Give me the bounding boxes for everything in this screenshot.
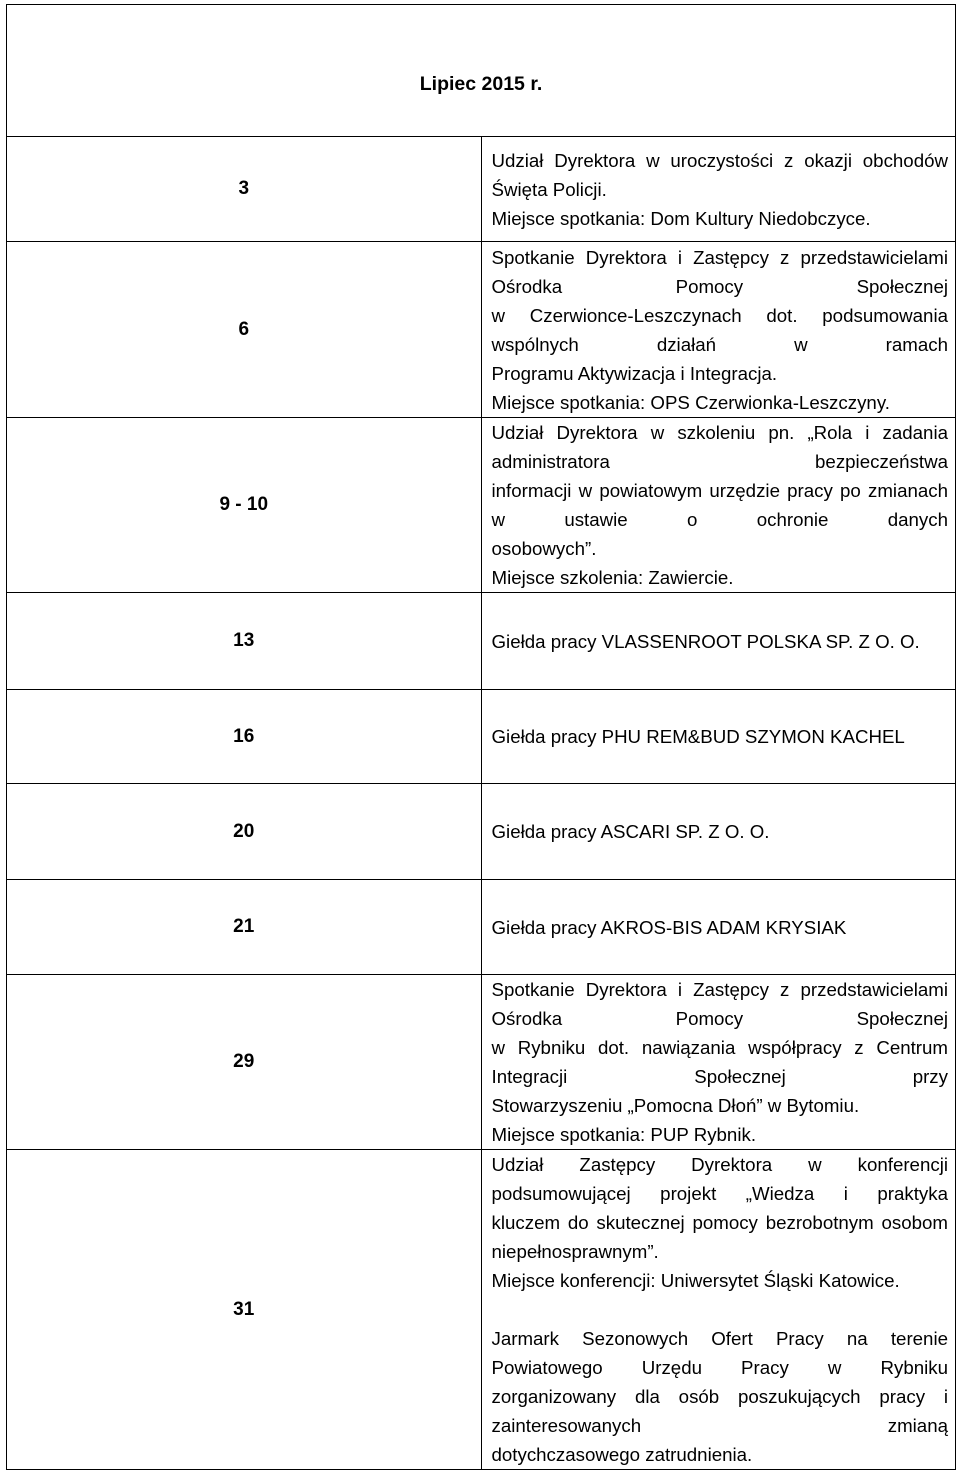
day-cell: 16: [7, 690, 482, 784]
description-line: Udział Dyrektora w uroczystości z okazji obchodów Święta Policji.: [491, 149, 948, 200]
description-cell: [481, 418, 956, 593]
description-cell: [481, 137, 956, 242]
description-line: Udział Zastępcy Dyrektora w konferencji podsumowującej projekt „Wiedza i praktyka: [491, 1154, 948, 1204]
paragraph-gap: [492, 1295, 949, 1324]
table-row: [7, 593, 956, 690]
description-cell: [481, 880, 956, 975]
description-line: kluczem do skutecznej pomocy bezrobotnym osobom niepełnosprawnym”.: [491, 1212, 948, 1262]
description-line: w Rybniku dot. nawiązania współpracy z Centrum Integracji Społecznej przy: [491, 1037, 948, 1087]
description-cell: [481, 242, 956, 418]
day-cell: 29: [7, 975, 482, 1150]
description-line: Spotkanie Dyrektora i Zastępcy z przedstawicielami Ośrodka Pomocy Społecznej: [491, 246, 948, 297]
description-line: Giełda pracy VLASSENROOT POLSKA SP. Z O. O.: [491, 630, 920, 652]
table-row: [7, 690, 956, 784]
day-cell: 9 - 10: [7, 418, 482, 593]
table-row: [7, 242, 956, 418]
description-line: Programu Aktywizacja i Integracja.: [491, 362, 778, 384]
description-line: Udział Dyrektora w szkoleniu pn. „Rola i zadania administratora bezpieczeństwa: [491, 422, 948, 472]
month-title-row: [7, 5, 956, 137]
events-table: [6, 4, 956, 1470]
table-row: [7, 880, 956, 975]
day-cell: 31: [7, 1150, 482, 1470]
description-line: Miejsce spotkania: PUP Rybnik.: [491, 1124, 757, 1145]
description-cell: [481, 975, 956, 1150]
day-cell: 20: [7, 784, 482, 880]
description-line: Miejsce konferencji: Uniwersytet Śląski Katowice.: [491, 1270, 900, 1291]
table-row: [7, 418, 956, 593]
description-line: Miejsce spotkania: OPS Czerwionka-Leszczyny.: [491, 391, 890, 413]
description-line: informacji w powiatowym urzędzie pracy po zmianach w ustawie o ochronie danych: [491, 480, 948, 530]
description-line: Giełda pracy PHU REM&BUD SZYMON KACHEL: [491, 726, 905, 747]
description-line: Spotkanie Dyrektora i Zastępcy z przedstawicielami Ośrodka Pomocy Społecznej: [491, 979, 948, 1029]
table-row: [7, 1150, 956, 1470]
description-line: Giełda pracy AKROS-BIS ADAM KRYSIAK: [491, 916, 847, 938]
description-line: osobowych”.: [491, 538, 597, 559]
day-cell: 6: [7, 242, 482, 418]
description-line: Miejsce spotkania: Dom Kultury Niedobczyce.: [491, 207, 871, 229]
description-cell: [481, 593, 956, 690]
description-line: dotychczasowego zatrudnienia.: [491, 1444, 753, 1465]
description-cell: [481, 1150, 956, 1470]
month-title: Lipiec 2015 r.: [7, 5, 956, 137]
description-line: Giełda pracy ASCARI SP. Z O. O.: [491, 821, 770, 842]
day-cell: 3: [7, 137, 482, 242]
day-cell: 13: [7, 593, 482, 690]
description-cell: [481, 690, 956, 784]
description-line: Stowarzyszeniu „Pomocna Dłoń” w Bytomiu.: [491, 1095, 860, 1116]
table-row: [7, 784, 956, 880]
description-line: Miejsce szkolenia: Zawiercie.: [491, 567, 734, 588]
table-row: [7, 137, 956, 242]
table-row: [7, 975, 956, 1150]
day-cell: 21: [7, 880, 482, 975]
description-line: zorganizowany dla osób poszukujących pracy i zainteresowanych zmianą: [491, 1386, 948, 1436]
description-cell: [481, 784, 956, 880]
description-line: Jarmark Sezonowych Ofert Pracy na terenie Powiatowego Urzędu Pracy w Rybniku: [491, 1328, 948, 1378]
description-line: w Czerwionce-Leszczynach dot. podsumowania wspólnych działań w ramach: [491, 304, 948, 355]
